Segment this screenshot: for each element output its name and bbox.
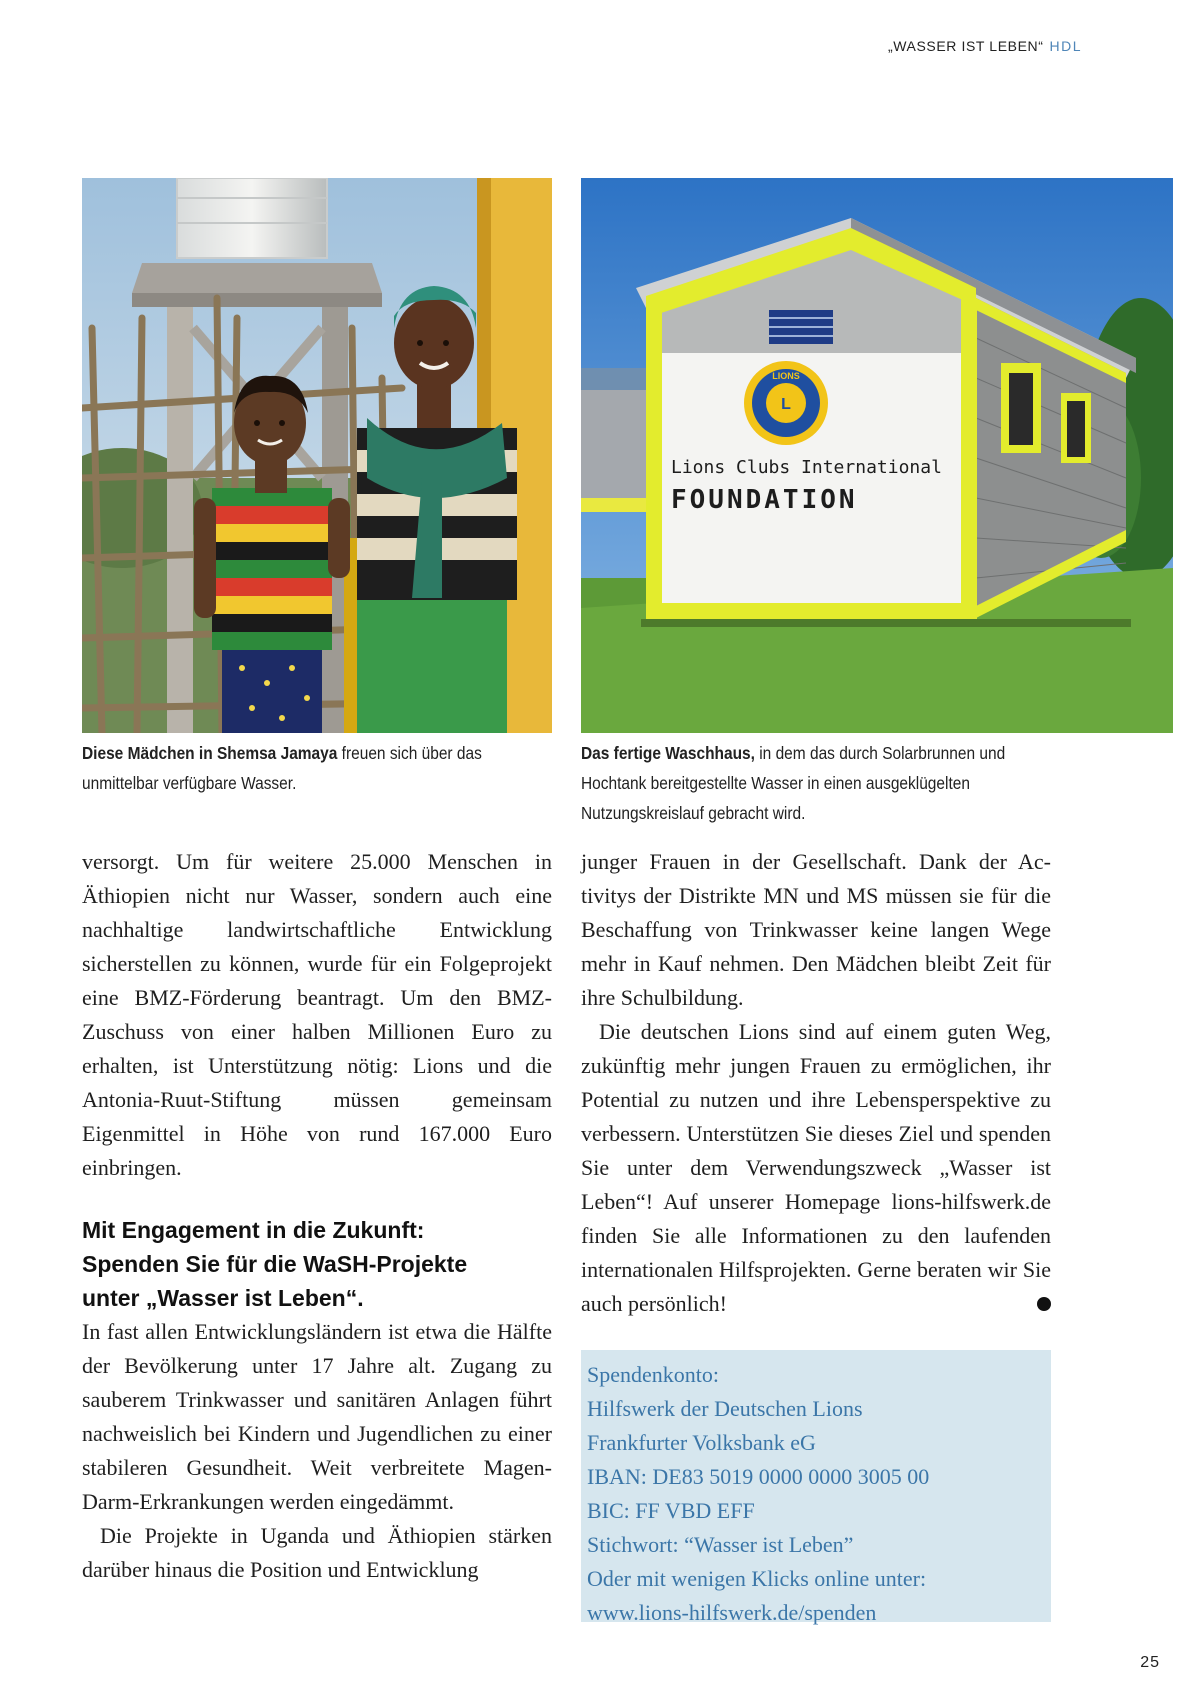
subheading-line-1: Mit Engagement in die Zukunft: [82, 1217, 425, 1243]
running-head [888, 38, 1082, 54]
sign-line-2: FOUNDATION [671, 485, 858, 515]
subheading-line-3: unter „Wasser ist Leben“. [82, 1285, 364, 1311]
caption-house-bold: Das fertige Waschhaus, [581, 743, 755, 763]
left-paragraph-3: Die Projekte in Uganda und Äthiopien stärken darüber hinaus die Position und Entwicklung [82, 1523, 552, 1582]
page-number: 25 [1140, 1654, 1160, 1671]
svg-text:L: L [781, 396, 791, 413]
donation-bic: BIC: FF VBD EFF [587, 1498, 755, 1523]
right-paragraph-2 [581, 1015, 1062, 1321]
right-paragraph-2-text: Die deutschen Lions sind auf einem guten Weg, zukünftig mehr jungen Frauen zu ermöglichen, ihr Potential zu nutzen und ihre Lebensperspektive zu verbessern. Unterstützen Sie dieses Ziel und spenden Sie unter dem Verwendungszweck „Wasser ist Leben“! Auf unserer Homepage lions-hilfswerk.de finden Sie alle Informationen zu den laufenden internationalen Hilfsprojekten. Gerne beraten wir Sie auch persönlich! [581, 1019, 1051, 1316]
donation-heading: Spendenkonto: [587, 1362, 719, 1387]
donation-keyword: Stichwort: “Wasser ist Leben” [587, 1532, 854, 1557]
caption-girls-bold: Diese Mädchen in Shemsa Jamaya [82, 743, 338, 763]
section-label: HDL [1049, 38, 1082, 54]
running-title: „WASSER IST LEBEN“ [887, 38, 1044, 54]
left-column [82, 845, 552, 1587]
donation-recipient: Hilfswerk der Deutschen Lions [587, 1396, 863, 1421]
subheading-line-2: Spenden Sie für die WaSH-Projekte [82, 1251, 468, 1277]
left-paragraph-1: versorgt. Um für weitere 25.000 Menschen in Äthiopien nicht nur Wasser, sondern auch eine nachhaltige landwirtschaftliche Entwicklung sicherstellen zu können, wurde für ein Folgeprojekt eine BMZ-Förderung beantragt. Um den BMZ-Zuschuss von einer halben Millionen Euro zu erhalten, ist Unterstützung nötig: Lions und die Antonia-Ruut-Stiftung müssen gemeinsam Eigenmittel in Höhe von rund 167.000 Euro einbringen. [82, 849, 552, 1180]
donation-iban: IBAN: DE83 5019 0000 0000 3005 00 [587, 1464, 930, 1489]
donation-bank: Frankfurter Volksbank eG [587, 1430, 816, 1455]
photo-girls-shemsa-jamaya [82, 178, 552, 733]
end-mark-icon: L [1037, 1297, 1051, 1311]
caption-girls [82, 738, 550, 798]
girls-illustration [82, 178, 552, 733]
right-paragraph-1: junger Frauen in der Gesellschaft. Dank der Activitys der Distrikte MN und MS müssen sie für die Beschaffung von Trinkwasser keine langen Wege mehr in Kauf nehmen. Den Mädchen bleibt Zeit für ihre Schulbildung. [581, 849, 1051, 1010]
donation-online-note: Oder mit wenigen Klicks online unter: [587, 1566, 927, 1591]
subheading [82, 1213, 552, 1315]
caption-wash-house [581, 738, 1031, 828]
photo-wash-house [581, 178, 1173, 733]
wash-house-illustration [581, 178, 1173, 733]
donation-box [581, 1350, 1051, 1625]
right-column [581, 845, 1062, 1321]
caption-girls-text: freuen sich über das unmittelbar verfügbare Wasser. [82, 743, 482, 793]
logo-text: LIONS [772, 371, 800, 381]
left-paragraph-2: In fast allen Entwicklungsländern ist etwa die Hälfte der Bevölkerung unter 17 Jahre alt. Zugang zu sauberem Trinkwasser und sanitären Anlagen führt nachweislich bei Kindern und Jugendlichen zu einer stabileren Gesundheit. Weit verbreitete Magen-Darm-Erkrankungen werden eingedämmt. [82, 1319, 552, 1514]
caption-house-text: in dem das durch Solarbrunnen und Hochtank bereitgestellte Wasser in einen ausgeklügelten Nutzungskreislauf gebracht wird. [581, 743, 1006, 823]
sign-line-1: Lions Clubs International [671, 457, 942, 478]
donation-url: www.lions-hilfswerk.de/spenden [587, 1600, 877, 1625]
